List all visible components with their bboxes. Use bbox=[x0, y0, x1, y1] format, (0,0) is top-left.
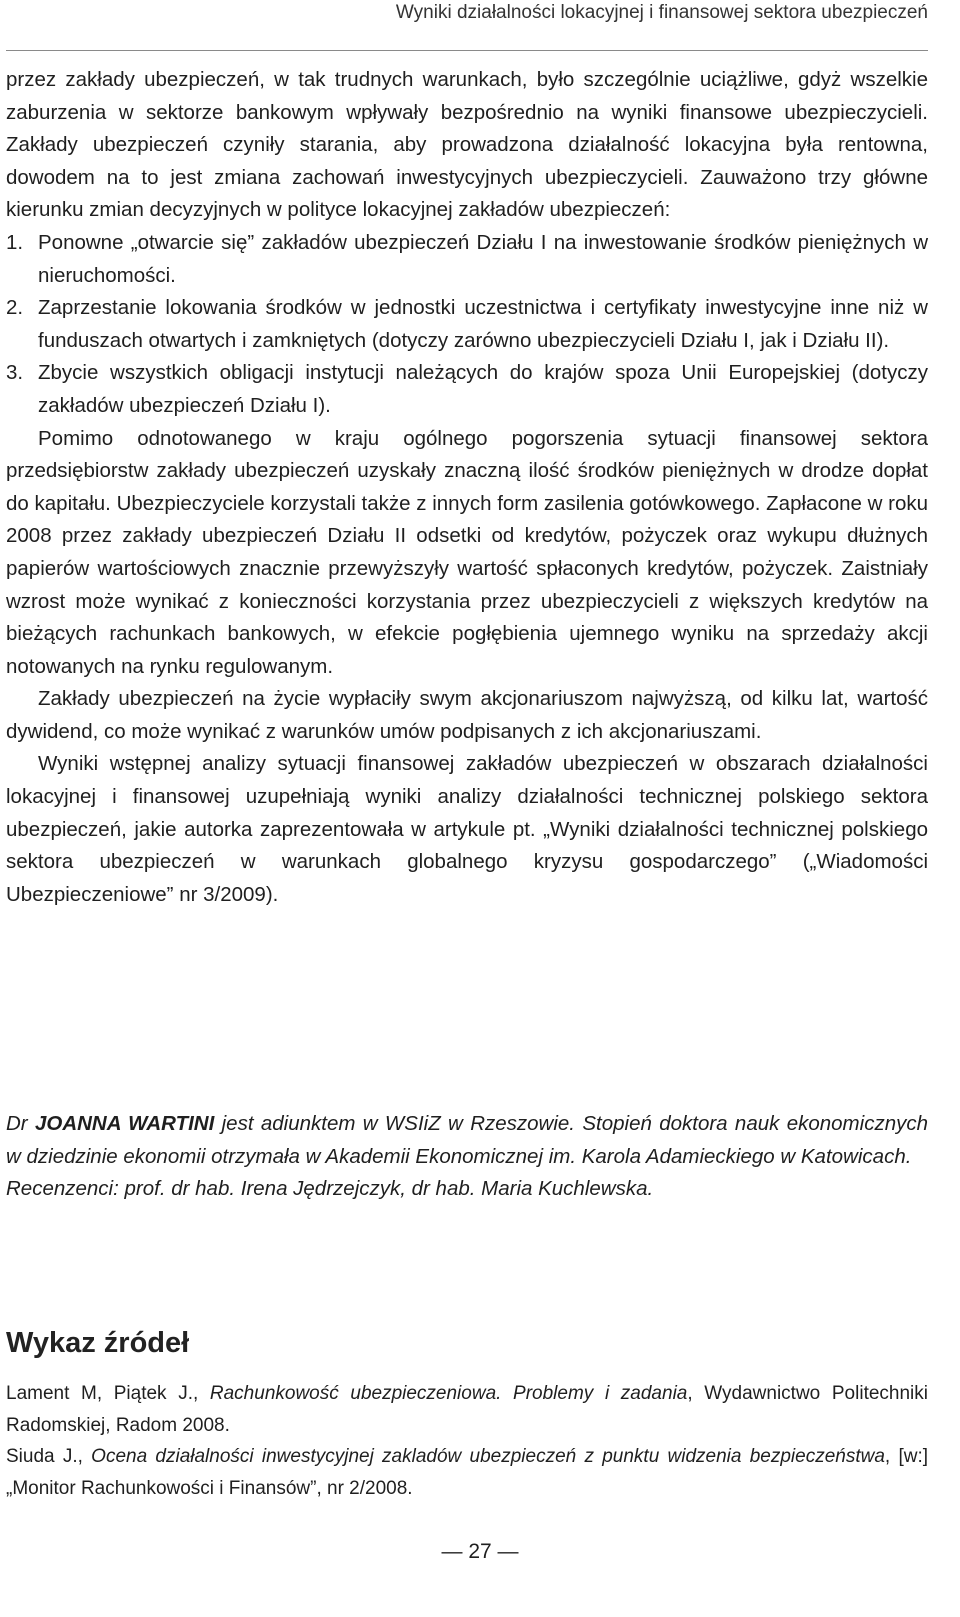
references bbox=[6, 1378, 928, 1504]
body-paragraph: Pomimo odnotowanego w kraju ogólnego pogorszenia sytuacji finansowej sektora przedsiębiorstw zakłady ubezpieczeń uzyskały znaczną ilość środków pieniężnych w drodze dopłat do kapitału. Ubezpieczyciele korzystali także z innych form zasilenia gotówkowego. Zapłacone w roku 2008 przez zakłady ubezpieczeń Działu II odsetki od kredytów, pożyczek oraz wykupu dłużnych papierów wartościowych znacznie przewyższyły wartość spłaconych kredytów, pożyczek. Zaistniały wzrost może wynikać z konieczności korzystania przez ubezpieczycieli z większych kredytów na bieżących rachunkach bankowych, w efekcie pogłębienia ujemnego wyniku na sprzedaży akcji notowanych na rynku regulowanym. bbox=[6, 426, 928, 678]
author-name: JOANNA WARTINI bbox=[34, 1112, 215, 1135]
body-paragraph: Wyniki wstępnej analizy sytuacji finansowej zakładów ubezpieczeń w obszarach działalności lokacyjnej i finansowej uzupełniają wyniki analizy działalności technicznej polskiego sektora ubezpieczeń, jakie autorka zaprezentowała w artykule pt. „Wyniki działalności technicznej polskiego sektora ubezpieczeń w warunkach globalnego kryzysu gospodarczego” („Wiadomości Ubezpieczeniowe” nr 3/2009). bbox=[6, 752, 928, 906]
list-text: Zaprzestanie lokowania środków w jednostki uczestnictwa i certyfikaty inwestycyjne inne niż w funduszach otwartych i zamkniętych (dotyczy zarówno ubezpieczycieli Działu I, jak i Działu II). bbox=[38, 296, 928, 352]
header-rule bbox=[6, 50, 928, 51]
list-number: 1. bbox=[6, 230, 24, 254]
reviewers: Recenzenci: prof. dr hab. Irena Jędrzejczyk, dr hab. Maria Kuchlewska. bbox=[6, 1177, 654, 1201]
list-item bbox=[6, 227, 928, 292]
intro-paragraph: przez zakłady ubezpieczeń, w tak trudnych warunkach, było szczególnie uciążliwe, gdyż wszelkie zaburzenia w sektorze bankowym wpływały bezpośrednio na wyniki finansowe ubezpieczycieli. Zakłady ubezpieczeń czyniły starania, aby prowadzona działalność lokacyjna była rentowna, dowodem na to jest zmiana zachowań inwestycyjnych ubezpieczycieli. Zauważono trzy główne kierunku zmian decyzyjnych w polityce lokacyjnej zakładów ubezpieczeń: bbox=[6, 68, 928, 222]
body-paragraph: Zakłady ubezpieczeń na życie wypłaciły swym akcjonariuszom najwyższą, od kilku lat, wartość dywidend, co może wynikać z warunków umów podpisanych z ich akcjonariuszami. bbox=[6, 687, 928, 743]
list-text: Ponowne „otwarcie się” zakładów ubezpieczeń Działu I na inwestowanie środków pieniężnych w nieruchomości. bbox=[38, 230, 928, 287]
ref-title: Rachunkowość ubezpieczeniowa. Problemy i zadania bbox=[209, 1383, 688, 1404]
sources-heading: Wykaz źródeł bbox=[6, 1327, 190, 1359]
ref-rest: , [w:] „Monitor Rachunkowości i Finansów”, nr 2/2008. bbox=[6, 1446, 928, 1499]
running-head: Wyniki działalności lokacyjnej i finansowej sektora ubezpieczeń bbox=[395, 2, 928, 23]
ref-author: Siuda J., bbox=[6, 1446, 92, 1467]
ref-title: Ocena działalności inwestycyjnej zakladów ubezpieczeń z punktu widzenia bezpieczeństwa bbox=[91, 1446, 885, 1467]
list-number: 2. bbox=[6, 296, 24, 320]
page-number: — 27 — bbox=[441, 1540, 519, 1563]
article-body bbox=[6, 64, 928, 911]
reference-item bbox=[6, 1378, 928, 1441]
author-bio bbox=[6, 1108, 928, 1206]
list-text: Zbycie wszystkich obligacji instytucji należących do krajów spoza Unii Europejskiej (dotyczy zakładów ubezpieczeń Działu I). bbox=[38, 361, 928, 417]
ref-rest: , Wydawnictwo Politechniki Radomskiej, Radom 2008. bbox=[6, 1383, 928, 1436]
list-item bbox=[6, 292, 928, 357]
list-item bbox=[6, 357, 928, 422]
list-number: 3. bbox=[6, 361, 24, 385]
decision-list bbox=[6, 227, 928, 423]
ref-author: Lament M, Piątek J., bbox=[6, 1383, 210, 1404]
bio-prefix: Dr bbox=[6, 1112, 35, 1135]
bio-text: jest adiunktem w WSIiZ w Rzeszowie. Stopień doktora nauk ekonomicznych w dziedzinie ekonomii otrzymała w Akademii Ekonomicznej im. Karola Adamieckiego w Katowicach. bbox=[6, 1112, 928, 1168]
reference-item bbox=[6, 1441, 928, 1504]
